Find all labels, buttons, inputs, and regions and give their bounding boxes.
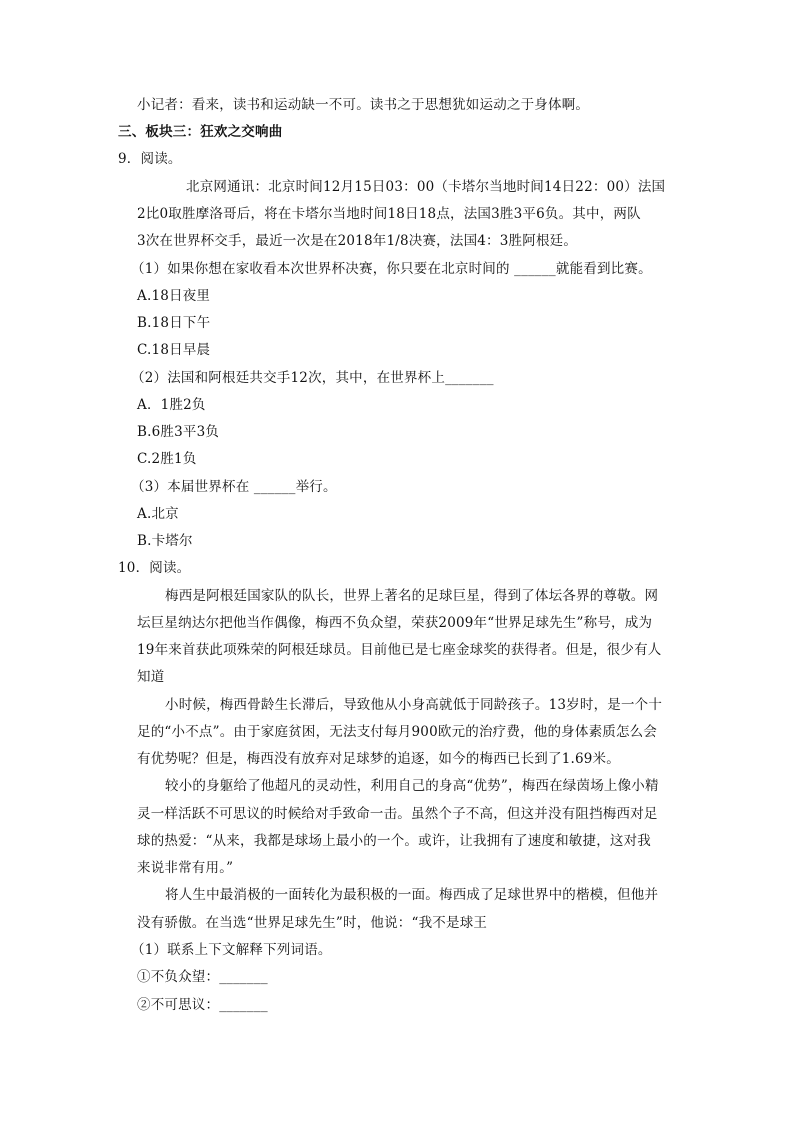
answer-option: A.北京: [137, 506, 179, 522]
question-number: 9．阅读。: [118, 151, 182, 167]
passage-line: 足的“小不点”。由于家庭贫困，无法支付每月900欧元的治疗费，他的身体素质怎么会: [137, 724, 658, 740]
fill-in-item: ①不负众望：_______: [137, 969, 268, 985]
passage-line: 球的热爱：“从来，我都是球场上最小的一个。或许，让我拥有了速度和敏捷，这对我: [137, 833, 652, 849]
passage-line: 有优势呢？但是，梅西没有放弃对足球梦的追逐，如今的梅西已长到了1.69米。: [137, 751, 620, 767]
passage-line: 2比0取胜摩洛哥后，将在卡塔尔当地时间18日18点，法国3胜3平6负。其中，两队: [137, 206, 641, 222]
passage-line: 来说非常有用。”: [137, 860, 234, 876]
section-heading: 三、板块三：狂欢之交响曲: [118, 124, 283, 140]
passage-line: 坛巨星纳达尔把他当作偶像，梅西不负众望，荣获2009年“世界足球先生”称号，成为: [137, 615, 653, 631]
answer-option: B.卡塔尔: [137, 533, 193, 549]
passage-line: 灵一样活跃不可思议的时候给对手致命一击。虽然个子不高，但这并没有阻挡梅西对足: [137, 806, 658, 822]
fill-in-item: ②不可思议：_______: [137, 997, 268, 1013]
passage-line: 小时候，梅西骨龄生长滞后，导致他从小身高就低于同龄孩子。13岁时，是一个十: [165, 697, 663, 713]
passage-line: 3次在世界杯交手，最近一次是在2018年1/8决赛，法国4：3胜阿根廷。: [137, 233, 578, 249]
answer-option: C.2胜1负: [137, 451, 197, 467]
passage-line: 北京网通讯：北京时间12月15日03：00（卡塔尔当地时间14日22：00）法国: [186, 179, 666, 195]
sub-question: （1）联系上下文解释下列词语。: [131, 942, 332, 958]
sub-question: （3）本届世界杯在 ______举行。: [131, 479, 337, 495]
passage-line: 较小的身躯给了他超凡的灵动性，利用自己的身高“优势”，梅西在绿茵场上像小精: [165, 778, 659, 794]
answer-option: C.18日早晨: [137, 342, 211, 358]
answer-option: B.6胜3平3负: [137, 424, 220, 440]
text-line: 小记者：看来，读书和运动缺一不可。读书之于思想犹如运动之于身体啊。: [137, 97, 590, 113]
passage-line: 知道: [137, 669, 165, 685]
passage-line: 将人生中最消极的一面转化为最积极的一面。梅西成了足球世界中的楷模，但他并: [165, 887, 659, 903]
passage-line: 梅西是阿根廷国家队的队长，世界上著名的足球巨星，得到了体坛各界的尊敬。网: [165, 588, 659, 604]
answer-option: A.18日夜里: [137, 288, 211, 304]
sub-question: （1）如果你想在家收看本次世界杯决赛，你只要在北京时间的 ______就能看到比赛。: [131, 261, 652, 277]
question-number: 10．阅读。: [118, 560, 191, 576]
answer-option: A．1胜2负: [137, 397, 206, 413]
sub-question: （2）法国和阿根廷共交手12次，其中，在世界杯上_______: [131, 370, 494, 386]
answer-option: B.18日下午: [137, 315, 211, 331]
passage-line: 没有骄傲。在当选“世界足球先生”时，他说：“我不是球王: [137, 915, 488, 931]
passage-line: 19年来首获此项殊荣的阿根廷球员。目前他已是七座金球奖的获得者。但是，很少有人: [137, 642, 662, 658]
